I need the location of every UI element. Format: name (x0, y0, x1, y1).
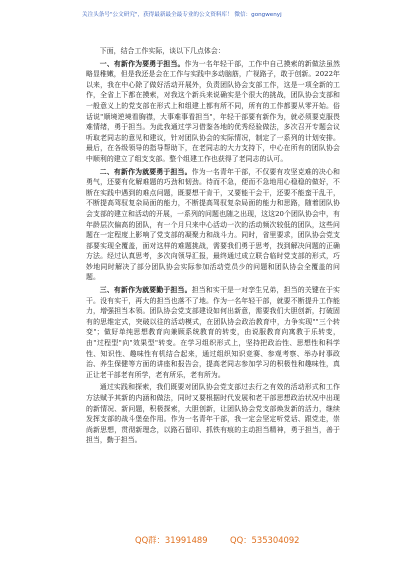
section-3-paragraph (86, 285, 340, 380)
intro-paragraph: 下面，结合工作实际，谈以下几点体会： (99, 47, 225, 55)
footer-qq-group: QQ群：31991489 (135, 535, 208, 545)
section-2-heading: 二、有新作为就要勇于担当。 (99, 167, 192, 176)
section-1-heading: 一、有新作为要勇于担当。 (99, 59, 185, 68)
footer-qq-contact: QQ：535304092 (230, 535, 300, 545)
document-body (86, 46, 340, 448)
section-1-text: 作为一名年轻干部，工作中自己摸索的新做法虽然略显稚嫩，但是我还是会在工作与实践中多动脑筋，广视路子，敢于创新。2022年以来，我在中心除了做好活动开展外，负责团队协会支部工作，这是一项全新的工作，全省上下都在摸索，对我这个新兵来说确实是个很大的挑战，团队协会支部和一般意义上的党支部在形式上和组建上都有所不同，所有的工作都要从零开始。俗话说"顺境逆境看胸襟，大事难事看担当"，年轻干部要有新作为，就必须要克服畏难情绪，勇于担当。为此我通过学习借鉴各地的优秀经验做法，多次召开专题会议听取老同志的意见和建议，针对团队协会的实际情况，制定了一系列的计划安排。最后，在各级领导的指导帮助下，在老同志的大力支持下，中心在所有的团队协会中顺利的建立了组支支部。整个组建工作也获得了老同志的认可。 (86, 59, 340, 163)
header-banner: 关注头条号"公文研究"，获得最新最全最专业的公文资料库！ 微信：gongwenyj (82, 12, 282, 18)
section-3-text: 担当和实干是一对孪生兄弟，担当的关键在于实干。没有实干，再大的担当也落不了地。作为一名年轻干部，就要不断提升工作能力，增强担当本领。团队协会党支部建设如何出新意，需要我们大胆创新，打破固有的思维定式，突破以往的活动模式，在团队协会政治教育中，力争实现""三个转变"；做好单纯思想教育向兼顾系统教育的转变，由说服教育向寓教于乐转变，由"过程型"向"效果型"转变。在学习组织形式上，坚持把政治性、思想性和科学性、知识性、趣味性有机结合起来，通过组织知识竞赛、参观考察、举办时事政治、养生保健等方面的讲座和报告会，提高老同志参加学习的积极性和趣味性，真正让老干部老有所学，老有所乐，老有所为。 (86, 286, 340, 379)
section-2-paragraph (86, 167, 340, 284)
section-2-text: 作为一名青年干部，不仅要有攻坚克难的决心和勇气，还要有化解难题的巧劲和韧劲。待而不急，便而不急地用心稳稳的做好，不断在实践中遇到的难点问题，既要想干肯干，又要能干会干，还要不能蛮干乱干，不断提高驾驭复杂局面的能力，不断提高驾驭复杂局面的能力和思路，随着团队协会支部的建立和活动的开展，一系列的问题也随之出现，这这20个团队协会中，有年龄层次偏高的团队，有一个月只来中心活动一次的活动频次较低的团队，这些问题在一定程度上影响了党支部的凝聚力和战斗力。同时，省里要求，团队协会党支部要实现全覆盖，面对这样的难题挑战，需要我们勇于思考，找到解决问题的正确方法。经过认真思考，多次向领导汇报，最终通过成立联合临时党支部的形式，巧妙地同时解决了部分团队协会实际参加活动党员少的问题和团队协会全覆盖的问题。 (86, 167, 340, 282)
section-3-heading: 三、有新作为就要勤于担当。 (99, 286, 192, 295)
closing-paragraph: 通过实践和探索，我们既要对团队协会党支部过去行之有效的活动形式和工作方法赋予其新的内涵和做法，同时又要根据时代发展和老干部思想政治状况中出现的新情况、新问题，积极探索，大胆创新，让团队协会党支部焕发新的活力，继续发挥支部的战斗堡垒作用。作为一名青年干部，我一定会坚定听党话、跟党走，崇尚新思想，贯彻新理念，以路石留印、抓铁有痕的主动担当精神，勇于担当，善于担当，勤于担当。 (86, 383, 340, 445)
section-1-paragraph (86, 59, 340, 165)
